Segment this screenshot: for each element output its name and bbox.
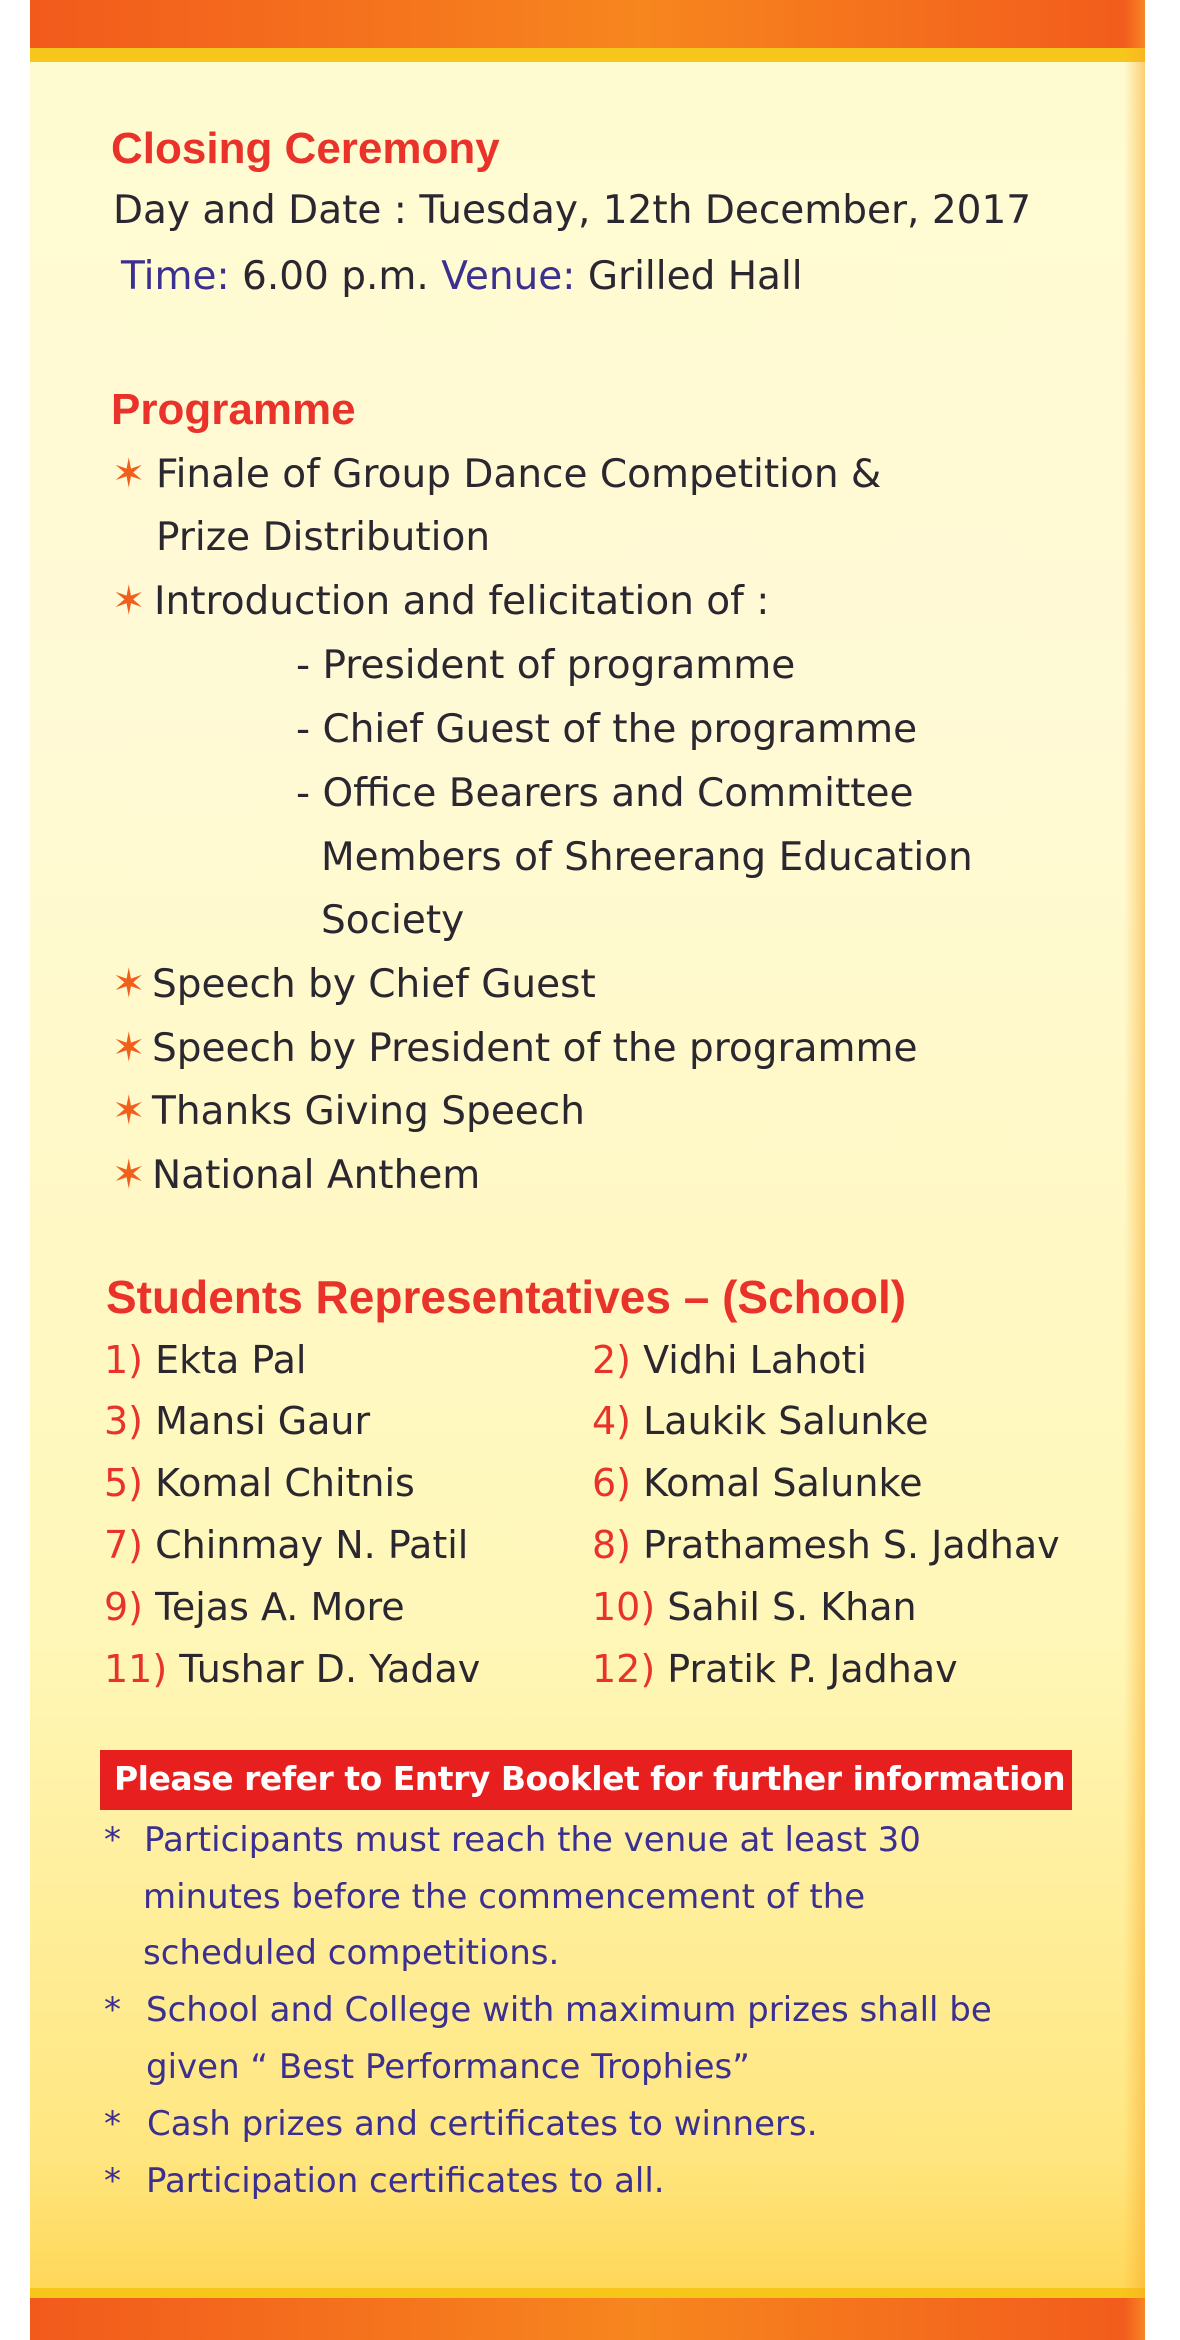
closing-day-date: Day and Date : Tuesday, 12th December, 2017 bbox=[113, 188, 1032, 233]
note-line: Participants must reach the venue at least 30 bbox=[144, 1820, 921, 1860]
programme-item: National Anthem bbox=[152, 1153, 481, 1198]
asterisk-bullet-icon: * bbox=[104, 2161, 121, 2201]
representative-entry: 8) Prathamesh S. Jadhav bbox=[592, 1523, 1060, 1567]
programme-subitem: - Office Bearers and Committee bbox=[296, 771, 914, 816]
asterisk-bullet-icon: * bbox=[104, 1820, 121, 1860]
venue-label: Venue: bbox=[441, 254, 576, 299]
star-bullet-icon: ✶ bbox=[112, 1088, 146, 1134]
asterisk-bullet-icon: * bbox=[104, 1990, 121, 2030]
programme-subitem: - Chief Guest of the programme bbox=[296, 707, 918, 752]
time-label: Time: bbox=[121, 254, 230, 299]
representative-entry: 10) Sahil S. Khan bbox=[592, 1585, 917, 1629]
representative-entry: 7) Chinmay N. Patil bbox=[104, 1523, 469, 1567]
note-line: minutes before the commencement of the bbox=[143, 1877, 866, 1917]
programme-subitem: Society bbox=[321, 898, 465, 943]
asterisk-bullet-icon: * bbox=[104, 2104, 121, 2144]
programme-item: Introduction and felicitation of : bbox=[154, 579, 770, 624]
representative-entry: 9) Tejas A. More bbox=[104, 1585, 405, 1629]
programme-item: Speech by President of the programme bbox=[152, 1026, 918, 1071]
closing-time-venue bbox=[121, 254, 803, 299]
programme-subitem: Members of Shreerang Education bbox=[321, 835, 973, 880]
time-value: 6.00 p.m. bbox=[242, 254, 429, 299]
programme-item: Speech by Chief Guest bbox=[152, 962, 596, 1007]
programme-heading: Programme bbox=[111, 385, 356, 434]
programme-subitem: - President of programme bbox=[296, 643, 796, 688]
representative-entry: 2) Vidhi Lahoti bbox=[592, 1338, 867, 1382]
info-banner bbox=[100, 1750, 1072, 1810]
note-line: scheduled competitions. bbox=[143, 1933, 560, 1973]
programme-item: Thanks Giving Speech bbox=[152, 1089, 585, 1134]
representative-entry: 1) Ekta Pal bbox=[104, 1338, 307, 1382]
representative-entry: 3) Mansi Gaur bbox=[104, 1399, 371, 1443]
star-bullet-icon: ✶ bbox=[112, 961, 146, 1007]
representative-entry: 6) Komal Salunke bbox=[592, 1461, 923, 1505]
representative-entry: 4) Laukik Salunke bbox=[592, 1399, 929, 1443]
programme-item: Finale of Group Dance Competition & bbox=[156, 452, 882, 497]
fold-edge bbox=[1124, 0, 1145, 2340]
star-bullet-icon: ✶ bbox=[112, 578, 146, 624]
closing-ceremony-heading: Closing Ceremony bbox=[111, 124, 500, 173]
star-bullet-icon: ✶ bbox=[112, 1152, 146, 1198]
representative-entry: 11) Tushar D. Yadav bbox=[104, 1647, 481, 1691]
venue-value: Grilled Hall bbox=[587, 254, 803, 299]
note-line: Cash prizes and certificates to winners. bbox=[147, 2104, 818, 2144]
star-bullet-icon: ✶ bbox=[112, 451, 146, 497]
bottom-yellow-stripe bbox=[30, 2288, 1145, 2298]
representative-entry: 5) Komal Chitnis bbox=[104, 1461, 415, 1505]
top-orange-band bbox=[30, 0, 1145, 48]
note-line: Participation certificates to all. bbox=[146, 2161, 665, 2201]
representatives-heading: Students Representatives – (School) bbox=[106, 1271, 907, 1323]
star-bullet-icon: ✶ bbox=[112, 1025, 146, 1071]
programme-item: Prize Distribution bbox=[156, 515, 491, 560]
note-line: School and College with maximum prizes shall be bbox=[146, 1990, 992, 2030]
note-line: given “ Best Performance Trophies” bbox=[146, 2047, 750, 2087]
info-banner-text: Please refer to Entry Booklet for further information bbox=[114, 1759, 1066, 1798]
representative-entry: 12) Pratik P. Jadhav bbox=[592, 1647, 958, 1691]
bottom-orange-band bbox=[30, 2298, 1145, 2340]
top-yellow-stripe bbox=[30, 48, 1145, 62]
